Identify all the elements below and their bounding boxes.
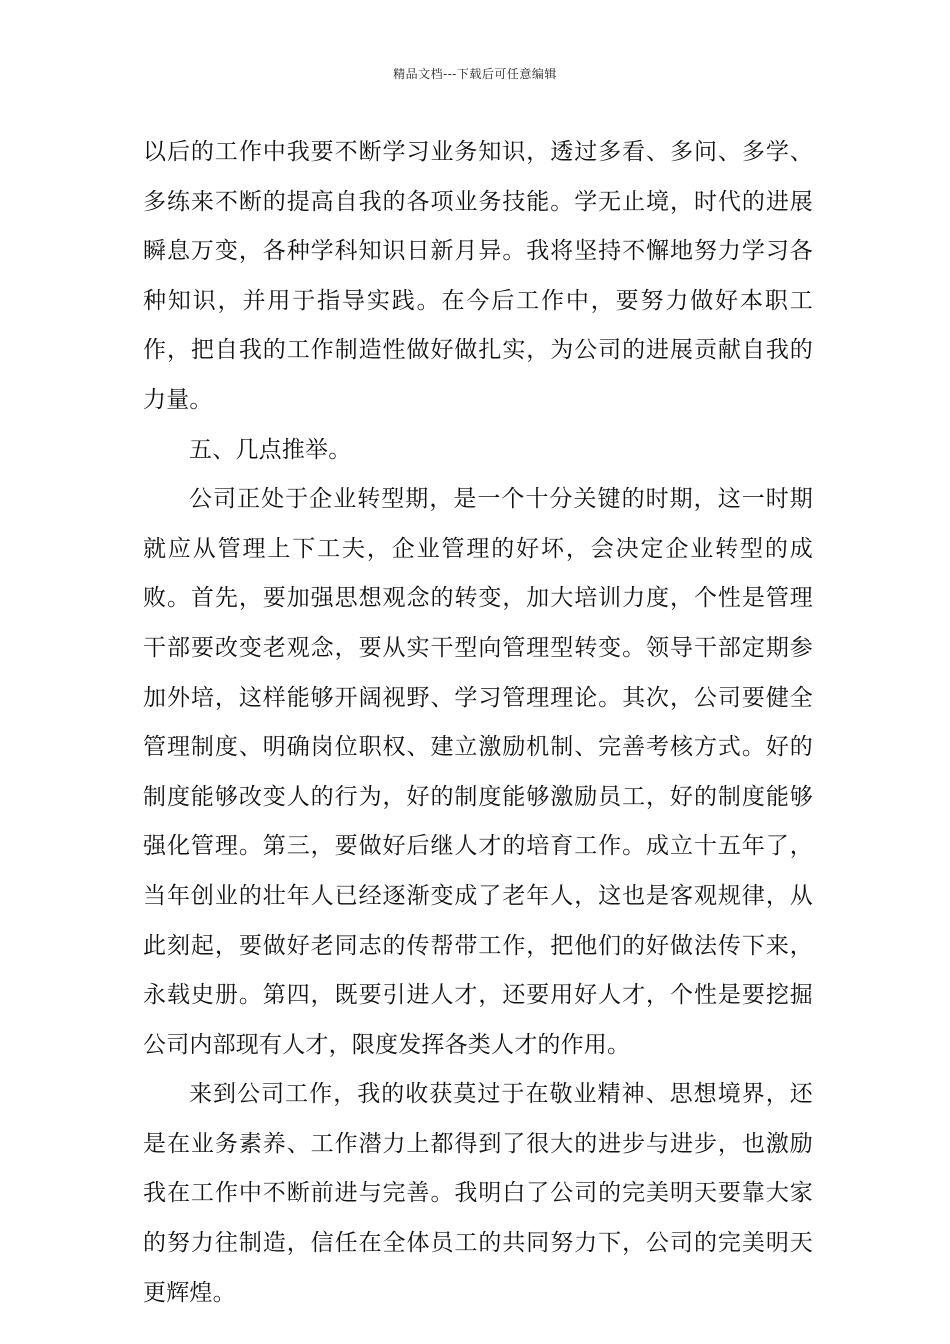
section-heading: 五、几点推举。: [189, 436, 352, 463]
paragraph-suggestions: 公司正处于企业转型期，是一个十分关键的时期，这一时期就应从管理上下工夫，企业管理的好坏，会决定企业转型的成败。首先，要加强思想观念的转变，加大培训力度，个性是管理干部要改变老观念，要从实干型向管理型转变。领导干部定期参加外培，这样能够开阔视野、学习管理理论。其次，公司要健全管理制度、明确岗位职权、建立激励机制、完善考核方式。好的制度能够改变人的行为，好的制度能够激励员工，好的制度能够强化管理。第三，要做好后继人才的培育工作。成立十五年了，当年创业的壮年人已经逐渐变成了老年人，这也是客观规律，从此刻起，要做好老同志的传帮带工作，把他们的好做法传下来，永载史册。第四，既要引进人才，还要用好人才，个性是要挖掘公司内部现有人才，限度发挥各类人才的作用。: [143, 486, 813, 1058]
document-body: [143, 128, 813, 1318]
page-header: 精品文档---下载后可任意编辑: [393, 67, 557, 81]
paragraph-conclusion: 来到公司工作，我的收获莫过于在敬业精神、思想境界，还是在业务素养、工作潜力上都得到了很大的进步与进步，也激励我在工作中不断前进与完善。我明白了公司的完美明天要靠大家的努力往制造，信任在全体员工的共同努力下，公司的完美明天更辉煌。: [143, 1081, 813, 1306]
paragraph-continuation: 以后的工作中我要不断学习业务知识，透过多看、多问、多学、多练来不断的提高自我的各项业务技能。学无止境，时代的进展瞬息万变，各种学科知识日新月异。我将坚持不懈地努力学习各种知识，并用于指导实践。在今后工作中，要努力做好本职工作，把自我的工作制造性做好做扎实，为公司的进展贡献自我的力量。: [143, 139, 813, 413]
